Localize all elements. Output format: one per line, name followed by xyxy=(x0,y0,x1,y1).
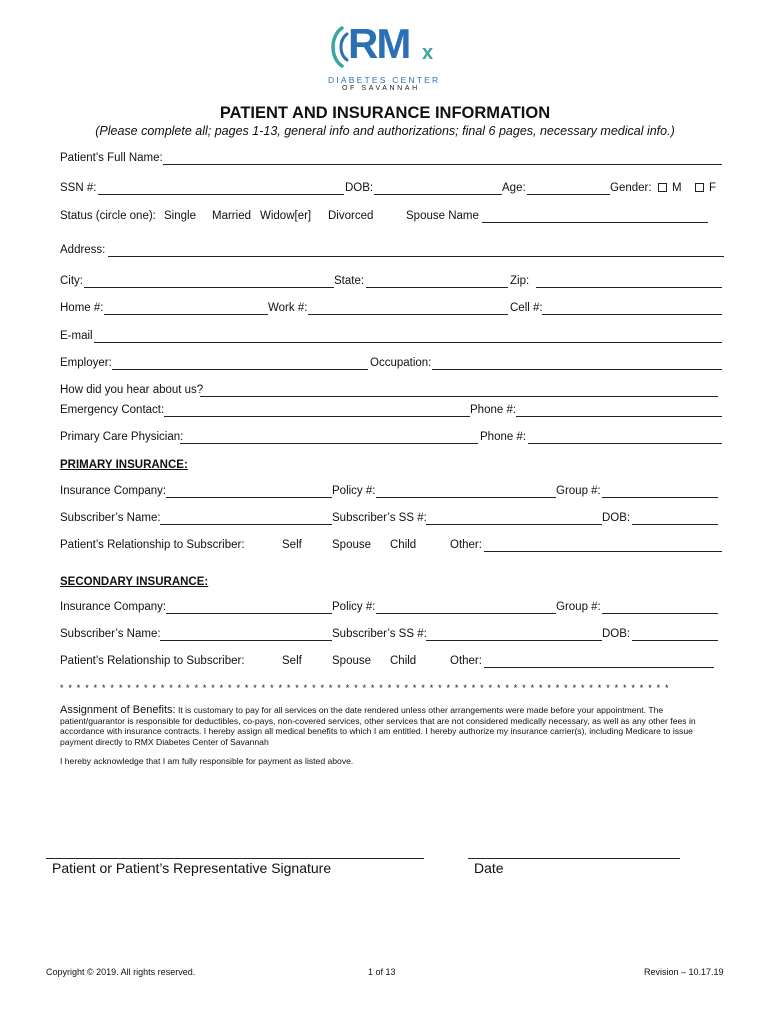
secondary-company-field[interactable] xyxy=(166,613,332,614)
city-label: City: xyxy=(60,275,83,287)
pcp-label: Primary Care Physician: xyxy=(60,431,184,443)
zip-field[interactable] xyxy=(536,287,722,288)
occupation-field[interactable] xyxy=(432,369,722,370)
secondary-subscriber-row xyxy=(60,628,724,644)
secondary-rel-spouse[interactable]: Spouse xyxy=(332,655,372,667)
primary-rel-spouse[interactable]: Spouse xyxy=(332,539,372,551)
date-label: Date xyxy=(474,860,504,876)
primary-relationship-row xyxy=(60,539,724,555)
page-subtitle: (Please complete all; pages 1-13, general info and authorizations; final 6 pages, necessary medical info.) xyxy=(95,124,675,138)
secondary-rel-child[interactable]: Child xyxy=(390,655,417,667)
status-row xyxy=(60,210,724,226)
zip-label: Zip: xyxy=(510,275,530,287)
logo-wave-icon xyxy=(322,24,350,70)
emergency-phone-label: Phone #: xyxy=(470,404,517,416)
status-widow[interactable]: Widow[er] xyxy=(260,210,312,222)
logo-line1: DIABETES CENTER xyxy=(328,75,441,85)
footer-copyright: Copyright © 2019. All rights reserved. xyxy=(46,967,196,977)
pcp-row xyxy=(60,431,724,447)
secondary-rel-self[interactable]: Self xyxy=(282,655,302,667)
primary-relationship-label: Patient’s Relationship to Subscriber: xyxy=(60,539,245,551)
checkbox-icon[interactable] xyxy=(695,183,704,192)
secondary-dob-field[interactable] xyxy=(632,640,718,641)
secondary-policy-label: Policy #: xyxy=(332,601,376,613)
primary-subscriber-row xyxy=(60,512,724,528)
primary-subss-label: Subscriber’s SS #: xyxy=(332,512,427,524)
patient-signature-line[interactable] xyxy=(46,858,424,859)
logo-brand-suffix: x xyxy=(422,42,434,64)
dob-field[interactable] xyxy=(374,194,502,195)
employer-label: Employer: xyxy=(60,357,112,369)
primary-company-field[interactable] xyxy=(166,497,332,498)
logo-line2: OF SAVANNAH xyxy=(342,85,420,92)
status-label: Status (circle one): xyxy=(60,210,156,222)
secondary-subscriber-field[interactable] xyxy=(160,640,332,641)
full-name-field[interactable] xyxy=(163,164,722,165)
pcp-field[interactable] xyxy=(180,443,478,444)
secondary-company-row xyxy=(60,601,724,617)
secondary-subss-field[interactable] xyxy=(426,640,602,641)
footer-page-number: 1 of 13 xyxy=(368,967,396,977)
emergency-phone-field[interactable] xyxy=(516,416,722,417)
cell-field[interactable] xyxy=(542,314,722,315)
primary-rel-self[interactable]: Self xyxy=(282,539,302,551)
secondary-relationship-label: Patient’s Relationship to Subscriber: xyxy=(60,655,245,667)
city-field[interactable] xyxy=(84,287,334,288)
city-row xyxy=(60,275,724,291)
gender-f-option[interactable]: F xyxy=(695,182,717,194)
secondary-insurance-heading: SECONDARY INSURANCE: xyxy=(60,576,209,588)
ssn-row xyxy=(60,182,724,198)
employer-field[interactable] xyxy=(112,369,368,370)
email-field[interactable] xyxy=(94,342,722,343)
benefits-heading: Assignment of Benefits: xyxy=(60,704,176,716)
full-name-label: Patient’s Full Name: xyxy=(60,152,163,164)
address-field[interactable] xyxy=(108,256,724,257)
date-signature-line[interactable] xyxy=(468,858,680,859)
cell-label: Cell #: xyxy=(510,302,543,314)
secondary-subss-label: Subscriber’s SS #: xyxy=(332,628,427,640)
primary-company-row xyxy=(60,485,724,501)
patient-signature-label: Patient or Patient’s Representative Signature xyxy=(52,860,332,876)
primary-policy-label: Policy #: xyxy=(332,485,376,497)
primary-policy-field[interactable] xyxy=(376,497,556,498)
occupation-label: Occupation: xyxy=(370,357,432,369)
state-field[interactable] xyxy=(366,287,508,288)
pcp-phone-field[interactable] xyxy=(528,443,722,444)
ssn-label: SSN #: xyxy=(60,182,97,194)
acknowledge-text: I hereby acknowledge that I am fully responsible for payment as listed above. xyxy=(60,756,354,766)
hear-field[interactable] xyxy=(200,396,718,397)
work-label: Work #: xyxy=(268,302,308,314)
status-single[interactable]: Single xyxy=(164,210,196,222)
checkbox-icon[interactable] xyxy=(658,183,667,192)
primary-group-field[interactable] xyxy=(602,497,718,498)
ssn-field[interactable] xyxy=(98,194,344,195)
status-divorced[interactable]: Divorced xyxy=(328,210,374,222)
secondary-other-label: Other: xyxy=(450,655,482,667)
pcp-phone-label: Phone #: xyxy=(480,431,527,443)
primary-dob-field[interactable] xyxy=(632,524,718,525)
secondary-subscriber-label: Subscriber’s Name: xyxy=(60,628,161,640)
separator: * * * * * * * * * * * * * * * * * * * * * * * * * * * * * * * * * * * * * * * * * * * * * * * * * * * * * * * * * * * * * * * * * * * * * * * * * xyxy=(60,683,670,693)
hear-row xyxy=(60,384,724,400)
status-married[interactable]: Married xyxy=(212,210,251,222)
secondary-group-label: Group #: xyxy=(556,601,601,613)
gender-label: Gender: xyxy=(610,182,652,194)
age-label: Age: xyxy=(502,182,526,194)
secondary-policy-field[interactable] xyxy=(376,613,556,614)
primary-rel-child[interactable]: Child xyxy=(390,539,417,551)
age-field[interactable] xyxy=(527,194,610,195)
footer-revision: Revision – 10.17.19 xyxy=(644,967,724,977)
home-field[interactable] xyxy=(104,314,268,315)
secondary-dob-label: DOB: xyxy=(602,628,631,640)
primary-other-label: Other: xyxy=(450,539,482,551)
secondary-company-label: Insurance Company: xyxy=(60,601,167,613)
primary-company-label: Insurance Company: xyxy=(60,485,167,497)
page-title: PATIENT AND INSURANCE INFORMATION xyxy=(219,104,551,122)
emergency-row xyxy=(60,404,724,420)
primary-insurance-heading: PRIMARY INSURANCE: xyxy=(60,459,188,471)
work-field[interactable] xyxy=(308,314,508,315)
primary-other-field[interactable] xyxy=(484,551,722,552)
phones-row xyxy=(60,302,724,318)
home-label: Home #: xyxy=(60,302,104,314)
emergency-label: Emergency Contact: xyxy=(60,404,165,416)
state-label: State: xyxy=(334,275,365,287)
benefits-text: It is customary to pay for all services on the date rendered unless other arrangements were made before your appointment. The patient/guarantor is responsible for deductibles, co-pays, non-covered services, other services that are not considered medically necessary, as well as any other fees in accordance with insurance contracts. I hereby assign all medical benefits to which I am entitled. I hereby authorize my insurance carrier(s), including Medicare to issue payment directly to RMX Diabetes Center of Savannah xyxy=(60,705,696,747)
secondary-group-field[interactable] xyxy=(602,613,718,614)
secondary-relationship-row xyxy=(60,655,724,671)
email-label: E-mail xyxy=(60,330,93,342)
spouse-name-field[interactable] xyxy=(482,222,708,223)
secondary-other-field[interactable] xyxy=(484,667,714,668)
address-row xyxy=(60,244,724,260)
benefits-paragraph xyxy=(60,705,716,747)
hear-label: How did you hear about us? xyxy=(60,384,204,396)
primary-subscriber-field[interactable] xyxy=(160,524,332,525)
primary-subscriber-label: Subscriber’s Name: xyxy=(60,512,161,524)
logo-brand: RM xyxy=(348,20,410,67)
primary-subss-field[interactable] xyxy=(426,524,602,525)
emergency-field[interactable] xyxy=(164,416,470,417)
spouse-name-label: Spouse Name xyxy=(406,210,479,222)
full-name-row xyxy=(60,152,724,168)
dob-label: DOB: xyxy=(345,182,374,194)
address-label: Address: xyxy=(60,244,106,256)
primary-dob-label: DOB: xyxy=(602,512,631,524)
email-row xyxy=(60,330,724,346)
gender-m-option[interactable]: M xyxy=(658,182,683,194)
logo xyxy=(318,22,458,94)
employer-row xyxy=(60,357,724,373)
primary-group-label: Group #: xyxy=(556,485,601,497)
